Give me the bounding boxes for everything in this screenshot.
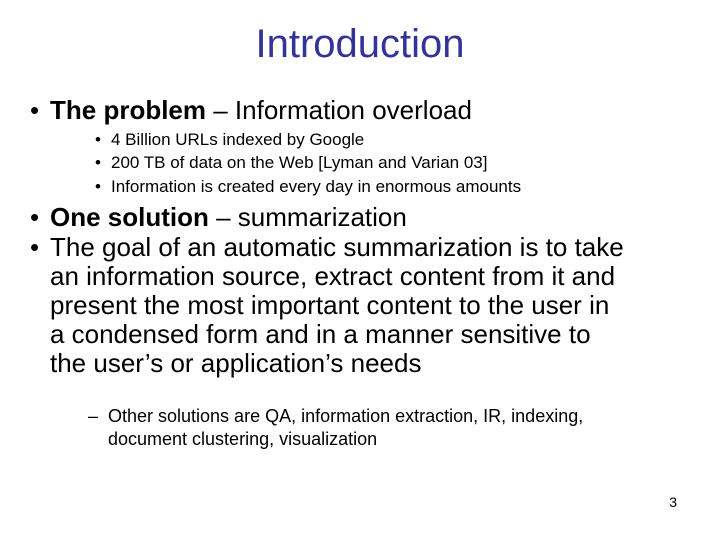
bullet-marker: • (30, 95, 40, 125)
dash-text: Other solutions are QA, information extraction, IR, indexing, document clustering, visualization (108, 406, 584, 449)
bullet-bold: The problem (50, 95, 207, 125)
dash-marker: – (88, 406, 99, 426)
bullet-marker: • (30, 202, 40, 232)
bullet-text: The goal of an automatic summarization is to take an information source, extract content from it and present the most important content to the user in a condensed form and in a manner sensitive to the user’s or application’s needs (50, 232, 624, 378)
dash-item (88, 405, 618, 451)
bullet-marker: • (30, 232, 40, 262)
slide-title: Introduction (255, 22, 465, 66)
sub-bullet-text: Information is created every day in enormous amounts (111, 177, 522, 196)
bullet-text (50, 96, 670, 125)
sub-bullet (95, 152, 671, 174)
sub-bullet-marker: • (95, 177, 101, 196)
bullet-problem (30, 96, 670, 125)
bullet-goal (30, 233, 630, 378)
sub-bullet-marker: • (95, 153, 101, 172)
bullet-rest: – Information overload (206, 95, 472, 125)
bullet-solution (30, 203, 670, 232)
sub-bullet (95, 129, 671, 151)
bullet-rest: – summarization (208, 202, 407, 232)
sub-bullet (95, 176, 671, 198)
sub-bullet-text: 200 TB of data on the Web [Lyman and Varian 03] (111, 153, 488, 172)
bullet-bold: One solution (50, 202, 209, 232)
sub-bullet-marker: • (95, 130, 101, 149)
page-number: 3 (669, 494, 677, 510)
sub-bullet-text: 4 Billion URLs indexed by Google (111, 130, 365, 149)
bullet-text (50, 203, 670, 232)
